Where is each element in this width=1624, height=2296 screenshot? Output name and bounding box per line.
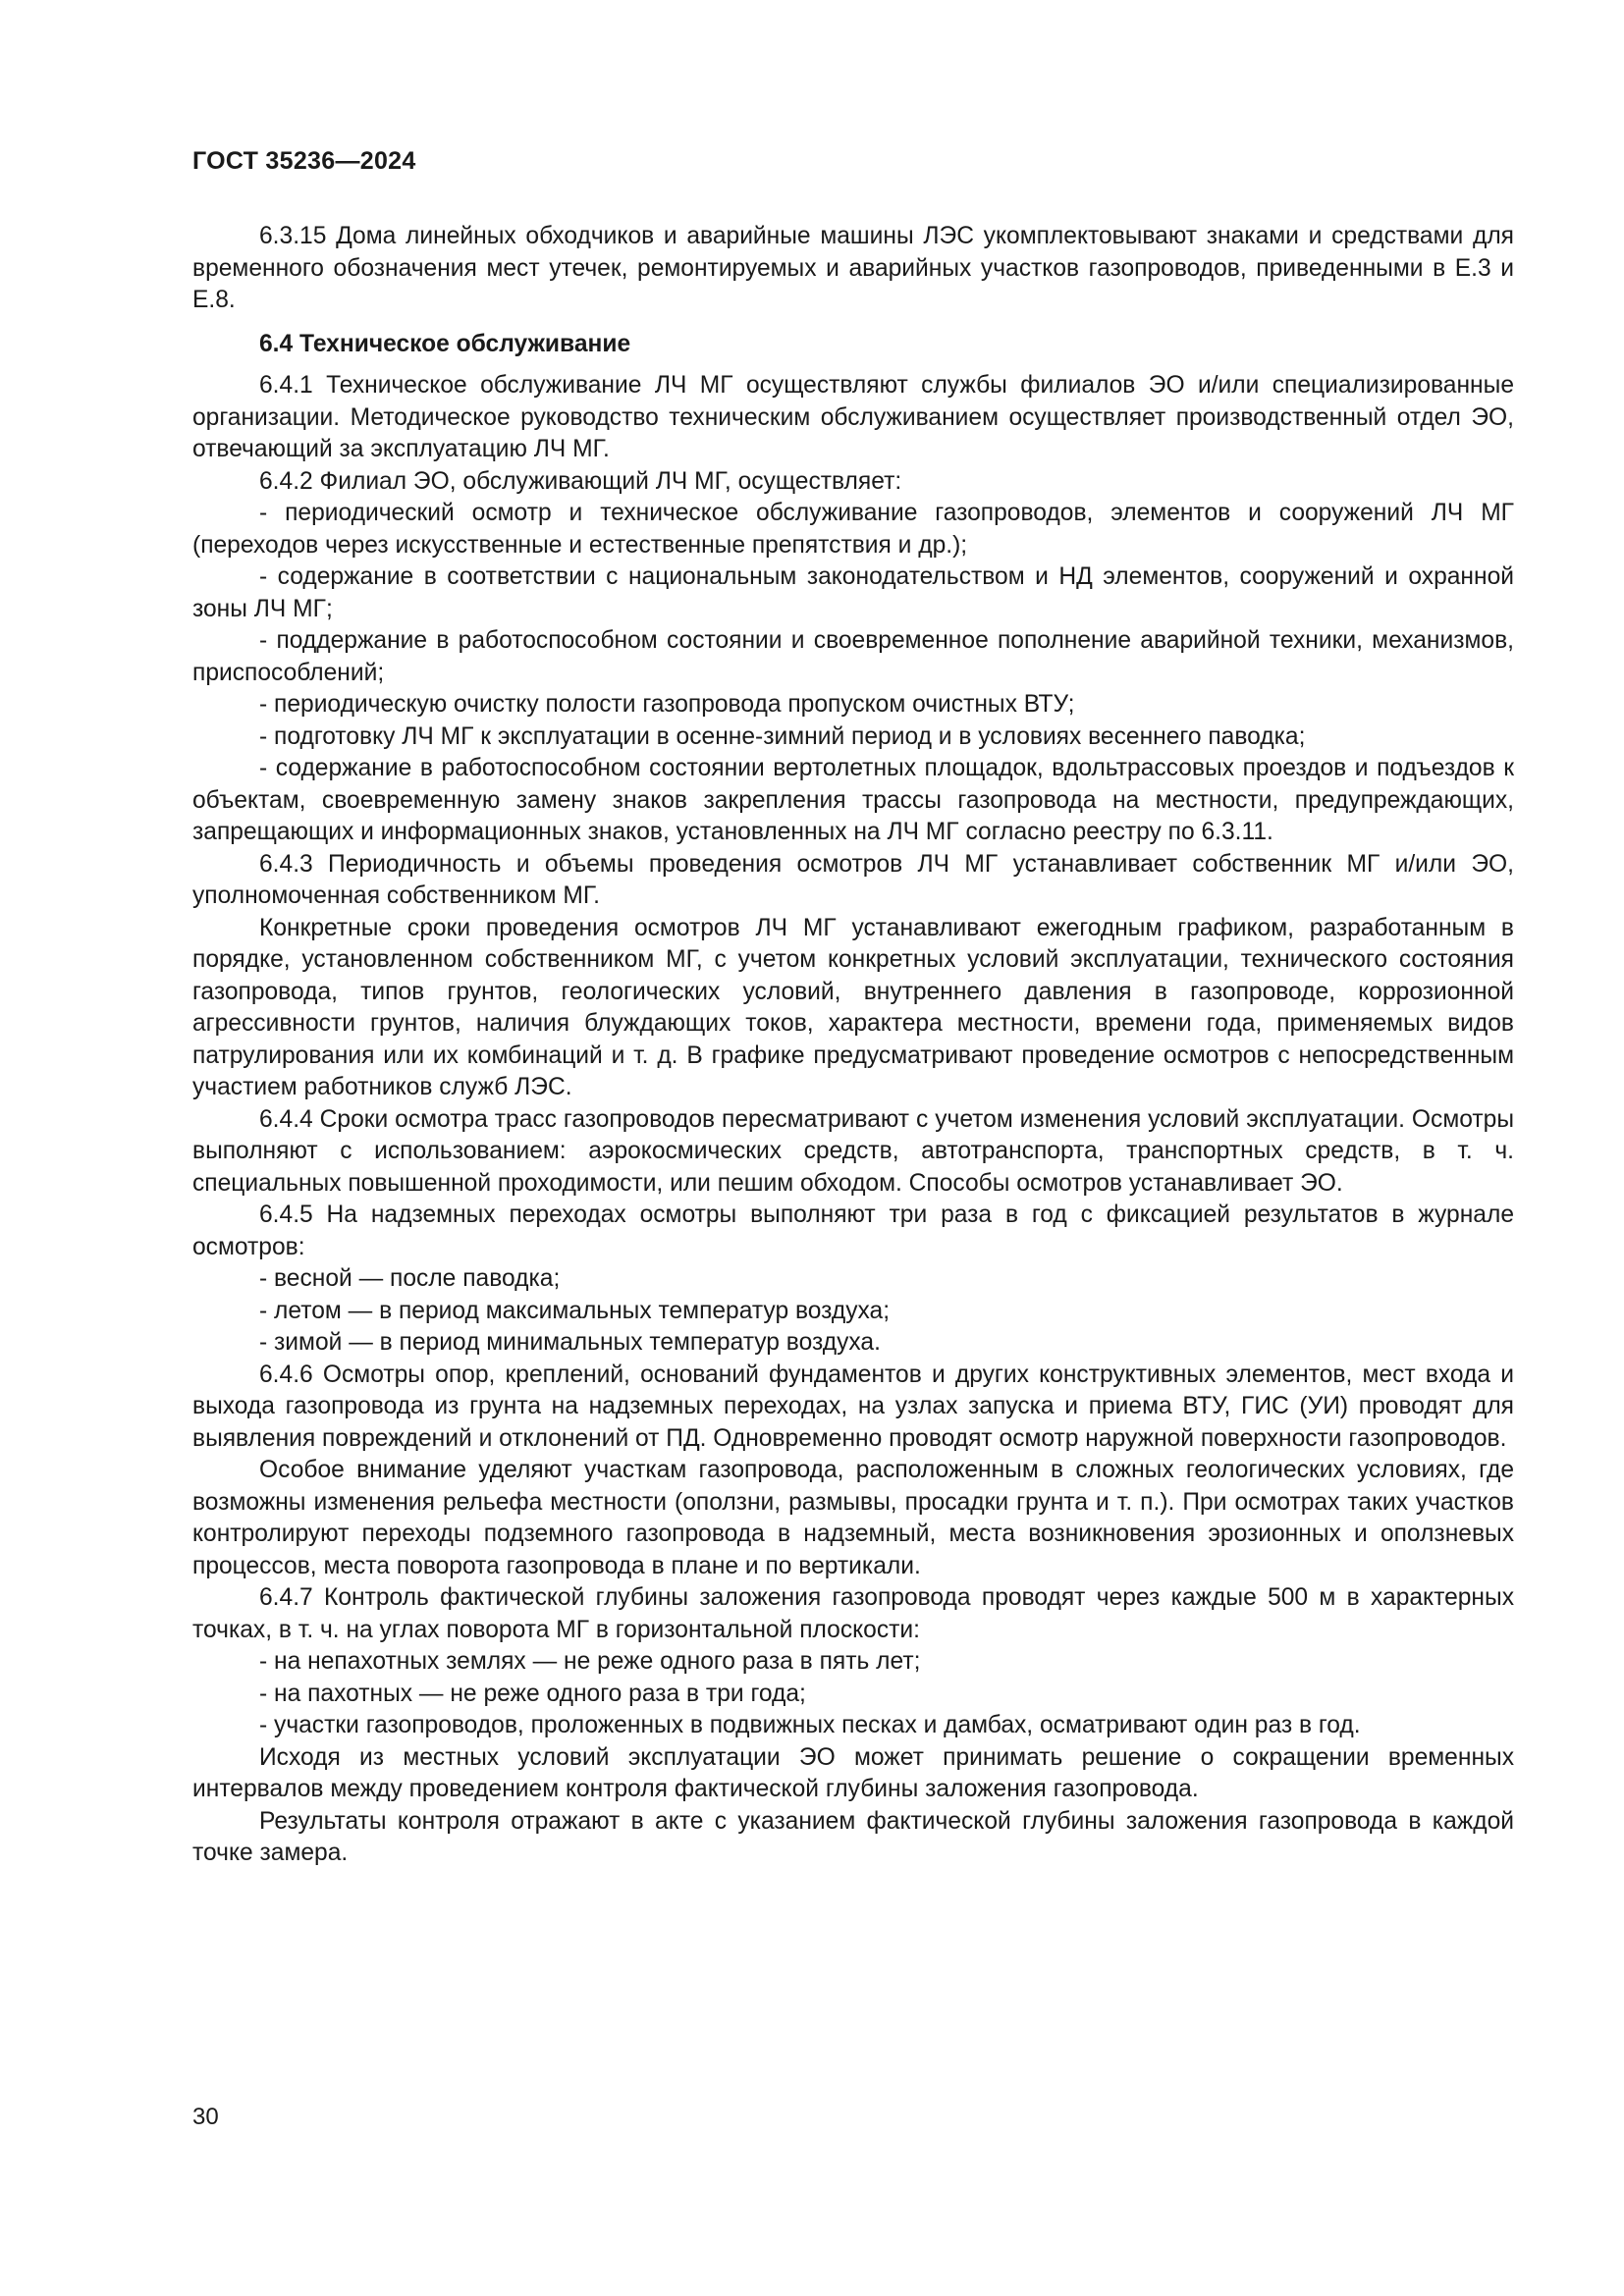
list-item: - поддержание в работоспособном состоянии и своевременное пополнение аварийной техники, механизмов, приспособлений; — [192, 627, 1514, 686]
page-body — [192, 221, 1514, 1870]
list-item: - содержание в работоспособном состоянии вертолетных площадок, вдольтрассовых проездов и подъездов к объектам, своевременную замену знаков закрепления трассы газопровода на местности, предупреждающих, запрещающих и информационных знаков, установленных на ЛЧ МГ согласно реестру по 6.3.11. — [192, 755, 1514, 845]
paragraph-6-4-7-results: Результаты контроля отражают в акте с указанием фактической глубины заложения газопровода в каждой точке замера. — [192, 1807, 1514, 1866]
paragraph-6-4-7-local: Исходя из местных условий эксплуатации ЭО может принимать решение о сокращении временных интервалов между проведением контроля фактической глубины заложения газопровода. — [192, 1743, 1514, 1802]
list-item: - на непахотных землях — не реже одного раза в пять лет; — [259, 1648, 921, 1675]
list-item: - на пахотных — не реже одного раза в три года; — [259, 1680, 806, 1707]
list-item: - периодический осмотр и техническое обслуживание газопроводов, элементов и сооружений ЛЧ МГ (переходов через искусственные и естественные препятствия и др.); — [192, 500, 1514, 559]
list-item: - зимой — в период минимальных температур воздуха. — [259, 1329, 881, 1356]
paragraph-6-4-6: 6.4.6 Осмотры опор, креплений, оснований фундаментов и других конструктивных элементов, мест входа и выхода газопровода из грунта на надземных переходах, на узлах запуска и приема ВТУ, ГИС (УИ) проводят для выявления повреждений и отклонений от ПД. Одновременно проводят осмотр наружной поверхности газопроводов. — [192, 1361, 1514, 1452]
list-item: - содержание в соответствии с национальным законодательством и НД элементов, сооружений и охранной зоны ЛЧ МГ; — [192, 563, 1514, 622]
paragraph-6-4-1: 6.4.1 Техническое обслуживание ЛЧ МГ осуществляют службы филиалов ЭО и/или специализированные организации. Методическое руководство техническим обслуживанием осуществляет производственный отдел ЭО, отвечающий за эксплуатацию ЛЧ МГ. — [192, 372, 1514, 462]
paragraph-6-4-7: 6.4.7 Контроль фактической глубины заложения газопровода проводят через каждые 500 м в характерных точках, в т. ч. на углах поворота МГ в горизонтальной плоскости: — [192, 1584, 1514, 1643]
list-item: - весной — после паводка; — [259, 1265, 561, 1292]
document-code-header: ГОСТ 35236—2024 — [192, 147, 416, 175]
page-number: 30 — [192, 2104, 219, 2130]
paragraph-6-4-2: 6.4.2 Филиал ЭО, обслуживающий ЛЧ МГ, осуществляет: — [259, 467, 902, 495]
list-item: - подготовку ЛЧ МГ к эксплуатации в осенне-зимний период и в условиях весеннего паводка; — [259, 722, 1306, 750]
list-item: - летом — в период максимальных температур воздуха; — [259, 1297, 891, 1324]
list-item: - участки газопроводов, проложенных в подвижных песках и дамбах, осматривают один раз в год. — [259, 1712, 1361, 1738]
paragraph-6-3-15: 6.3.15 Дома линейных обходчиков и аварийные машины ЛЭС укомплектовывают знаками и средствами для временного обозначения мест утечек, ремонтируемых и аварийных участков газопроводов, приведенными в Е.3 и Е.8. — [192, 223, 1514, 313]
paragraph-6-4-4: 6.4.4 Сроки осмотра трасс газопроводов пересматривают с учетом изменения условий эксплуатации. Осмотры выполняют с использованием: аэрокосмических средств, автотранспорта, транспортных средств, в т. ч. специальных повышенной проходимости, или пешим обходом. Способы осмотров устанавливает ЭО. — [192, 1105, 1514, 1197]
section-title-6-4: 6.4 Техническое обслуживание — [259, 330, 631, 357]
paragraph-6-4-3: 6.4.3 Периодичность и объемы проведения осмотров ЛЧ МГ устанавливает собственник МГ и/или ЭО, уполномоченная собственником МГ. — [192, 850, 1514, 909]
paragraph-6-4-3-schedule: Конкретные сроки проведения осмотров ЛЧ МГ устанавливают ежегодным графиком, разработанным в порядке, установленном собственником МГ, с учетом конкретных условий эксплуатации, технического состояния газопровода, типов грунтов, геологических условий, внутреннего давления в газопроводе, коррозионной агрессивности грунтов, наличия блуждающих токов, характера местности, времени года, применяемых видов патрулирования или их комбинаций и т. д. В графике предусматривают проведение осмотров с непосредственным участием работников служб ЛЭС. — [192, 914, 1514, 1100]
paragraph-6-4-6-attention: Особое внимание уделяют участкам газопровода, расположенным в сложных геологических условиях, где возможны изменения рельефа местности (оползни, размывы, просадки грунта и т. п.). При осмотрах таких участков контролируют переходы подземного газопровода в надземный, места возникновения эрозионных и оползневых процессов, места поворота газопровода в плане и по вертикали. — [192, 1457, 1514, 1579]
paragraph-6-4-5: 6.4.5 На надземных переходах осмотры выполняют три раза в год с фиксацией результатов в журнале осмотров: — [192, 1201, 1514, 1260]
list-item: - периодическую очистку полости газопровода пропуском очистных ВТУ; — [259, 691, 1075, 718]
